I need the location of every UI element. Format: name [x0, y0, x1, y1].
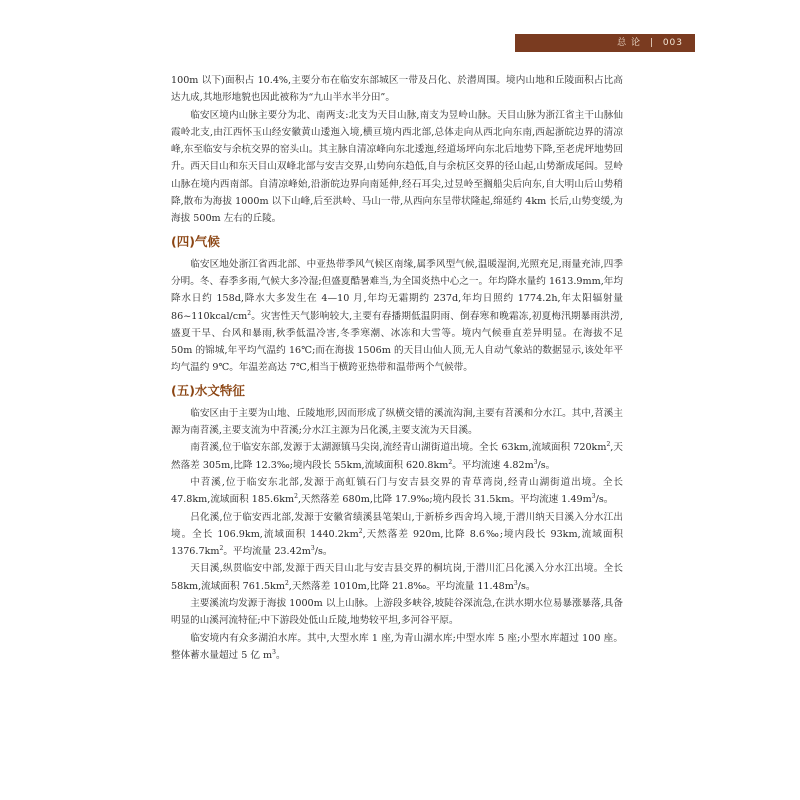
- climate-text-b: 。灾害性天气影响较大,主要有春播期低温阴雨、倒春寒和晚霜冻,初夏梅汛期暴雨洪涝,盛夏干旱、台风和暴雨,秋季低温冷害,冬季寒潮、冰冻和大雪等。境内气候垂直差异明显。在海拔不足 50m 的锦城,年平均气温约 16℃;而在海拔 1506m 的天目山仙人顶,无人自动气象站的数据显示,该处年平均气温约 9℃。年温差高达 7℃,相当于横跨亚热带和温带两个气候带。: [171, 310, 623, 374]
- climate-text-a: 临安区地处浙江省西北部、中亚热带季风气候区南缘,属季风型气候,温暖湿润,光照充足,雨量充沛,四季分明。冬、春季多雨,气候大多冷湿;但盛夏酷暑难当,为全国炎热中心之一。年均降水量约 1613.9mm,年均降水日约 158d,降水大多发生在 4—10 月,年均无霜期约 237d,年均日照约 1774.2h,年太阳辐射量 86~110kcal/cm: [171, 258, 623, 322]
- changhua-text-c: 。平均流量 23.42m: [223, 546, 311, 558]
- tianmu-sup-2: 3: [513, 579, 518, 587]
- nantiao-text-a: 南苕溪,位于临安东部,发源于太湖源镇马尖岗,流经青山湖街道出境。全长 63km,流域面积 720km: [190, 442, 607, 454]
- nantiao-text-c: 。平均流速 4.82m: [452, 459, 534, 471]
- paragraph-tianmu: [171, 560, 623, 595]
- heading-climate: (四)气候: [171, 233, 220, 249]
- changhua-text-b: ,天然落差 920m,比降 8.6‰;境内段长 93km,流域面积 1376.7km: [171, 528, 623, 558]
- header-separator: |: [649, 38, 654, 48]
- nantiao-text-d: /s。: [537, 459, 556, 471]
- reservoirs-sup: 3: [272, 648, 276, 656]
- zhongtiao-text-c: /s。: [595, 494, 614, 506]
- tianmu-text-c: /s。: [517, 580, 536, 592]
- paragraph-reservoirs: [171, 630, 623, 665]
- changhua-text-a: 吕化溪,位于临安西北部,发源于安徽省绩溪县笔架山,于新桥乡西舍坞入境,于潜川纳天目溪入分水江出境。全长 106.9km,流域面积 1440.2km: [171, 511, 623, 540]
- running-header: [515, 34, 695, 52]
- nantiao-sup-1: 2: [606, 441, 611, 449]
- reservoirs-text-a: 临安境内有众多湖泊水库。其中,大型水库 1 座,为青山湖水库;中型水库 5 座;小型水库超过 100 座。整体蓄水量超过 5 亿 m: [171, 632, 623, 661]
- zhongtiao-sup-2: 3: [591, 493, 596, 501]
- changhua-sup-3: 3: [310, 544, 315, 552]
- paragraph-terrain-continued: 100m 以下)面积占 10.4%,主要分布在临安东部城区一带及吕化、於潜周围。境内山地和丘陵面积占比高达九成,其地形地貌也因此被称为“九山半水半分田”。: [171, 75, 623, 104]
- nantiao-sup-2: 2: [448, 458, 453, 466]
- tianmu-text-b: ,天然落差 1010m,比降 21.8‰。平均流量 11.48m: [288, 580, 514, 592]
- paragraph-hydro-intro: 临安区由于主要为山地、丘陵地形,因而形成了纵横交错的溪流沟涧,主要有苕溪和分水江。其中,苕溪主源为南苕溪,主要支流为中苕溪;分水江主源为吕化溪,主要支流为天目溪。: [171, 407, 623, 437]
- changhua-text-d: /s。: [314, 546, 333, 558]
- zhongtiao-text-a: 中苕溪,位于临安东北部,发源于高虹镇石门与安吉县交界的青草湾岗,经青山湖街道出境。全长 47.8km,流域面积 185.6km: [171, 476, 623, 506]
- nantiao-sup-3: 3: [533, 458, 538, 466]
- zhongtiao-sup-1: 2: [294, 493, 298, 501]
- tianmu-sup-1: 2: [284, 579, 289, 587]
- changhua-sup-1: 2: [358, 527, 363, 535]
- paragraph-changhua: [171, 509, 623, 561]
- changhua-sup-2: 2: [219, 544, 224, 552]
- paragraph-climate: [171, 256, 623, 377]
- header-page-number: 003: [662, 38, 683, 48]
- climate-sup: 2: [247, 309, 252, 317]
- header-section-title: 总 论: [617, 38, 642, 48]
- paragraph-zhongtiao: [171, 474, 623, 509]
- heading-hydrology: (五)水文特征: [171, 382, 245, 398]
- paragraph-mountains: 临安区境内山脉主要分为北、南两支:北支为天目山脉,南支为昱岭山脉。天目山脉为浙江省主干山脉仙霞岭北支,由江西怀玉山经安徽黄山逶迤入境,横亘境内西北部,总体走向从西北向东南,西起浙皖边界的清凉峰,东至临安与余杭交界的窑头山。其主脉自清凉峰向东北逶迤,经道场坪向东北后地势下降,至老虎坪地势回升。西天目山和东天目山双峰北部与安吉交界,山势向东趋低,自与余杭区交界的径山起,山势渐成尾闾。昱岭山脉在境内西南部。自清凉峰始,沿浙皖边界向南延伸,经石耳尖,过昱岭至搁船尖后向东,自大明山后山势稍降,散布为海拔 1000m 以下山峰,后至洪岭、马山一带,从西向东呈带状隆起,绵延约 4km 长后,山势变缓,为海拔 500m 左右的丘陵。: [171, 109, 623, 225]
- tianmu-text-a: 天目溪,纵贯临安中部,发源于西天目山北与安吉县交界的桐坑岗,于潜川汇吕化溪入分水江出境。全长 58km,流域面积 761.5km: [171, 563, 623, 592]
- zhongtiao-text-b: ,天然落差 680m,比降 17.9‰;境内段长 31.5km。平均流速 1.49m: [297, 494, 592, 506]
- paragraph-river-features: 主要溪流均发源于海拔 1000m 以上山脉。上游段多峡谷,坡陡谷深流急,在洪水期水位易暴涨暴落,具备明显的山溪河流特征;中下游段处低山丘陵,地势较平坦,多河谷平原。: [171, 598, 623, 627]
- nantiao-text-b: ,天然落差 305m,比降 12.3‰;境内段长 55km,流域面积 620.8km: [171, 442, 623, 471]
- reservoirs-text-b: 。: [275, 649, 286, 661]
- page-body: [171, 72, 623, 664]
- paragraph-nantiao: [171, 439, 623, 474]
